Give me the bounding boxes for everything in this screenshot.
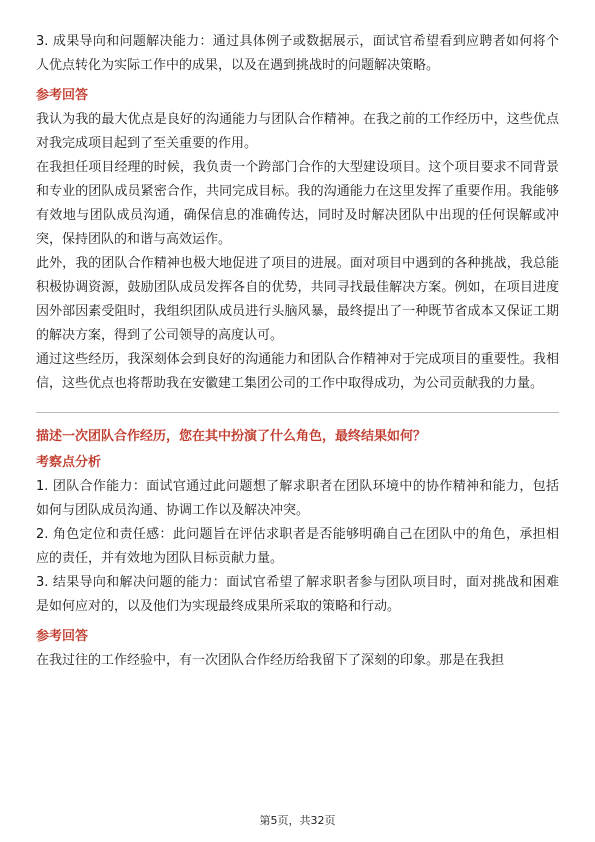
reference-answer-heading: 参考回答 [36,629,89,644]
answer-paragraph: 在我过往的工作经验中，有一次团队合作经历给我留下了深刻的印象。那是在我担 [36,653,505,668]
page-number: 第5页，共32页 [259,814,336,827]
interview-question: 描述一次团队合作经历，您在其中扮演了什么角色，最终结果如何？ [36,429,427,444]
answer-paragraph: 此外，我的团队合作精神也极大地促进了项目的进展。面对项目中遇到的各种挑战，我总能积极协调资源，鼓励团队成员发挥各自的优势，共同寻找最佳解决方案。例如，在项目进度因外部因素受阻时，我组织团队成员进行头脑风暴，最终提出了一种既节省成本又保证工期的解决方案，得到了公司领导的高度认可。 [36,256,559,343]
answer-paragraph: 通过这些经历，我深刻体会到良好的沟通能力和团队合作精神对于完成项目的重要性。我相信，这些优点也将帮助我在安徽建工集团公司的工作中取得成功，为公司贡献我的力量。 [36,352,559,391]
analysis-item: 3. 结果导向和解决问题的能力：面试官希望了解求职者参与团队项目时，面对挑战和困难是如何应对的，以及他们为实现最终成果所采取的策略和行动。 [36,575,559,614]
reference-answer-heading: 参考回答 [36,88,89,103]
answer-paragraph: 我认为我的最大优点是良好的沟通能力与团队合作精神。在我之前的工作经历中，这些优点对我完成项目起到了至关重要的作用。 [36,112,559,151]
analysis-heading: 考察点分析 [36,455,102,470]
question-criterion-3: 3. 成果导向和问题解决能力：通过具体例子或数据展示，面试官希望看到应聘者如何将个人优点转化为实际工作中的成果，以及在遇到挑战时的问题解决策略。 [36,34,559,73]
answer-paragraph: 在我担任项目经理的时候，我负责一个跨部门合作的大型建设项目。这个项目要求不同背景和专业的团队成员紧密合作，共同完成目标。我的沟通能力在这里发挥了重要作用。我能够有效地与团队成员沟通，确保信息的准确传达，同时及时解决团队中出现的任何误解或冲突，保持团队的和谐与高效运作。 [36,160,559,247]
analysis-item: 1. 团队合作能力：面试官通过此问题想了解求职者在团队环境中的协作精神和能力，包括如何与团队成员沟通、协调工作以及解决冲突。 [36,479,559,518]
document-page [36,30,559,673]
section-divider [36,412,559,413]
analysis-item: 2. 角色定位和责任感：此问题旨在评估求职者是否能够明确自己在团队中的角色，承担相应的责任，并有效地为团队目标贡献力量。 [36,527,559,566]
